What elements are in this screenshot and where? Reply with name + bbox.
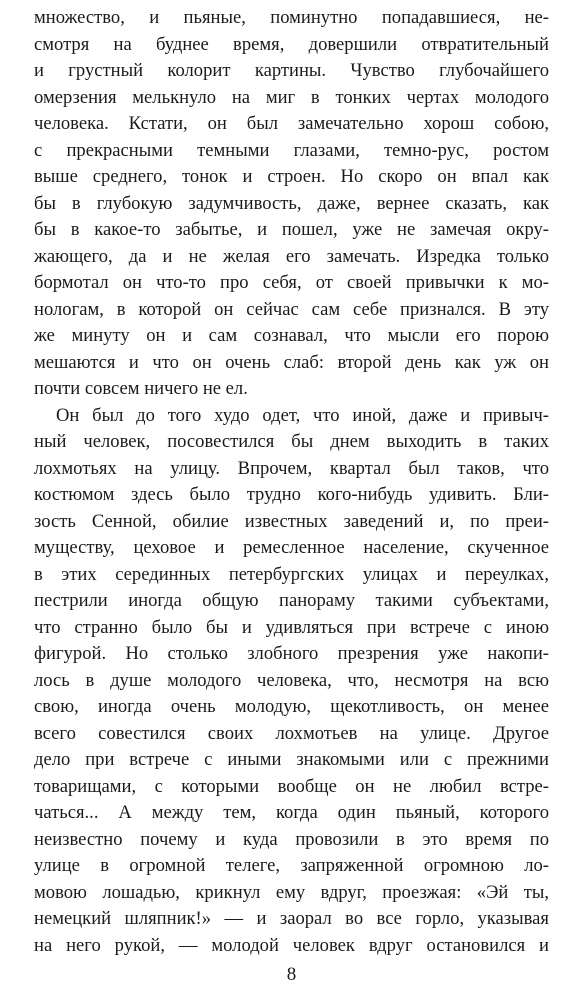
text-line: дело при встрече с иными знакомыми или с прежними — [34, 749, 549, 770]
page-number: 8 — [286, 964, 297, 985]
text-line: свою, иногда очень молодую, щекотливость, он менее — [34, 696, 549, 717]
text-line: почти совсем ничего не ел. — [34, 378, 248, 399]
text-line: Он был до того худо одет, что иной, даже и привыч- — [56, 404, 549, 426]
text-line: в этих серединных петербургских улицах и переулках, — [34, 563, 549, 585]
text-line: же минуту он и сам сознавал, что мысли его порою — [34, 325, 549, 346]
text-line: человека. Кстати, он был замечательно хорош собою, — [34, 113, 549, 134]
text-line: мовою лошадью, крикнул ему вдруг, проезжая: «Эй ты, — [34, 881, 549, 903]
text-line: что странно было бы и удивляться при встрече с иною — [34, 616, 549, 638]
paragraph — [34, 5, 549, 403]
text-line: и грустный колорит картины. Чувство глубочайшего — [34, 60, 549, 81]
text-line: на него рукой, — молодой человек вдруг остановился и — [34, 934, 549, 956]
text-line: зость Сенной, обилие известных заведений и, по преи- — [34, 510, 549, 532]
text-line: пестрили иногда общую панораму такими субъектами, — [34, 590, 549, 611]
text-line: лохмотьях на улицу. Впрочем, квартал был таков, что — [34, 457, 549, 479]
text-line: неизвестно почему и куда провозили в это время по — [34, 828, 549, 850]
text-line: выше среднего, тонок и строен. Но скоро он впал как — [34, 166, 549, 187]
text-line: всего совестился своих лохмотьев на улице. Другое — [34, 722, 549, 744]
text-line: костюмом здесь было трудно кого-нибудь удивить. Бли- — [34, 484, 549, 505]
text-line: лось в душе молодого человека, что, несмотря на всю — [34, 669, 549, 691]
text-line: бы в какое-то забытье, и пошел, уже не замечая окру- — [34, 219, 549, 240]
text-line: немецкий шляпник!» — и заорал во все горло, указывая — [34, 908, 549, 929]
text-line: смотря на буднее время, довершили отвратительный — [34, 33, 549, 55]
text-line: ный человек, посовестился бы днем выходить в таких — [34, 431, 549, 452]
text-line: бормотал он что-то про себя, от своей привычки к мо- — [34, 272, 549, 293]
text-line: с прекрасными темными глазами, темно-рус, ростом — [34, 139, 549, 161]
text-line: товарищами, с которыми вообще он не любил встре- — [34, 775, 549, 797]
text-line: фигурой. Но столько злобного презрения уже накопи- — [34, 643, 549, 664]
text-line: мешаются и что он очень слаб: второй день как уж он — [34, 351, 549, 373]
text-line: чаться... А между тем, когда один пьяный, которого — [34, 802, 549, 823]
paragraph — [34, 403, 549, 960]
text-line: множество, и пьяные, поминутно попадавшиеся, не- — [34, 7, 549, 28]
text-line: жающего, да и не желая его замечать. Изредка только — [34, 245, 549, 267]
text-line: бы в глубокую задумчивость, даже, вернее сказать, как — [34, 192, 549, 214]
text-line: омерзения мелькнуло на миг в тонких чертах молодого — [34, 86, 549, 108]
text-line: улице в огромной телеге, запряженной огромною ло- — [34, 855, 549, 876]
text-line: муществу, цеховое и ремесленное население, скученное — [34, 537, 549, 558]
text-line: нологам, в которой он сейчас сам себе признался. В эту — [34, 298, 549, 320]
